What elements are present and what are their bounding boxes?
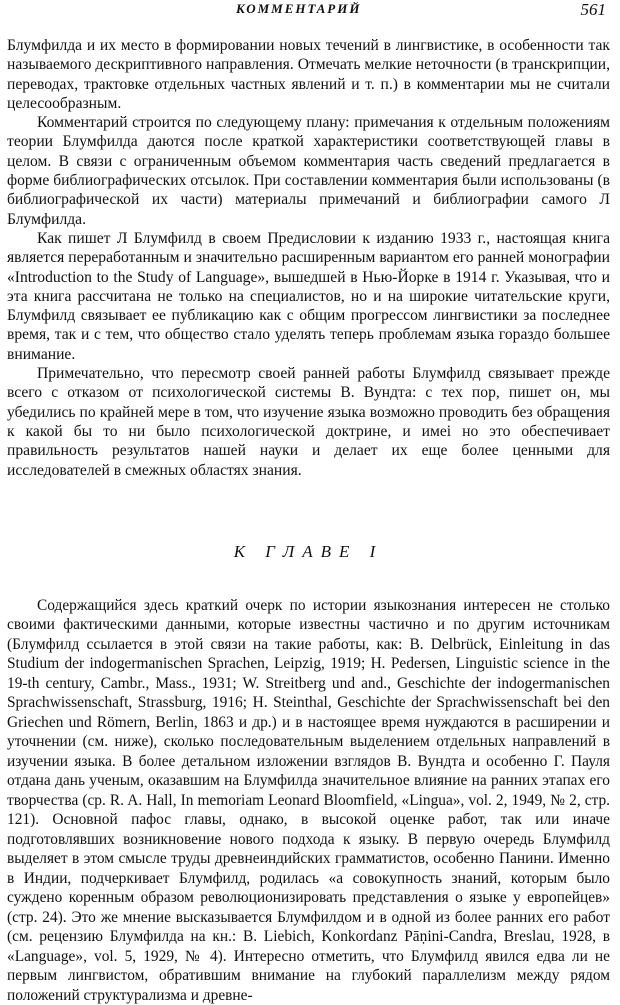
page-number: 561 bbox=[580, 0, 606, 19]
chapter-paragraph: Содержащийся здесь краткий очерк по истории языкознания интересен не столько своими фактическими данными, которые известны частично и по другим источникам (Блумфилд ссылается в этой связи на такие работы, как: B. Delbrück, Einleitung in das Studium der indogermanischen Sprachen, Leipzig, 1919; H. Pedersen, Linguistic science in the 19-th century, Cambr., Mass., 1931; W. Streitberg und and., Geschichte der indogermanischen Sprachwissenschaft, Strassburg, 1916; H. Steinthal, Geschichte der Sprachwissenschaft bei den Griechen und Römern, Berlin, 1863 и др.) и в настоящее время нуждаются в расширении и уточнении (см. ниже), сколько последовательным выделением отдельных направлений в изучении языка. В более детальном изложении взглядов В. Вундта и особенно Г. Пауля отдана дань ученым, оказавшим на Блумфилда значительное влияние на ранних этапах его творчества (ср. R. A. Hall, In memoriam Leonard Bloomfield, «Lingua», vol. 2, 1949, № 2, стр. 121). Основной пафос главы, однако, в высокой оценке работ, так или иначе подготовлявших возникновение нового подхода к языку. В первую очередь Блумфилд выделяет в этом смысле труды древнеиндийских грамматистов, особенно Панини. Именно в Индии, подчеркивает Блумфилд, родилась «а совокупность знаний, которым было суждено коренным образом революционизировать представления о языке у европейцев» (стр. 24). Это же мнение высказывается Блумфилдом и в одной из более ранних его работ (см. рецензию Блумфилда на кн.: B. Liebich, Konkordanz Pāṇini-Candra, Breslau, 1928, в «Language», vol. 5, 1929, № 4). Интересно отметить, что Блумфилд явился едва ли не первым лингвистом, обратившим внимание на глубокий параллелизм между рядом положений структурализма и древне- bbox=[7, 596, 610, 1004]
chapter-body bbox=[7, 596, 610, 1005]
paragraph-plan: Комментарий строится по следующему плану: примечания к отдельным положениям теории Блумфилда даются после краткой характеристики соответствующей главы в целом. В связи с ограниченным объемом комментария часть сведений предлагается в форме библиографических отсылок. При составлении комментария были использованы (в библиографической их части) материалы примечаний и библиографии самого Л Блумфилда. bbox=[7, 114, 610, 228]
page-body bbox=[7, 36, 610, 1005]
running-title: КОММЕНТАРИЙ bbox=[236, 1, 362, 16]
paragraph-continuation: Блумфилда и их место в формировании новых течений в лингвистике, в особенности так называемого дескриптивного направления. Отмечать мелкие неточности (в транскрипции, переводах, трактовке отдельных частных явлений и т. п.) в комментарии мы не считали целесообразным. bbox=[7, 37, 610, 112]
chapter-heading: К ГЛАВЕ I bbox=[233, 541, 384, 561]
paragraph-wundt: Примечательно, что пересмотр своей ранней работы Блумфилд связывает прежде всего с отказом от психологической системы В. Вундта: с тех пор, пишет он, мы убедились по крайней мере в том, что изучение языка возможно проводить без обращения к какой бы то ни было психологической доктрине, и имеі но это обеспечивает правильность результатов нашей науки и делает их еще более ценными для исследователей в смежных областях знания. bbox=[7, 365, 610, 479]
running-head bbox=[0, 0, 620, 26]
paragraph-preface: Как пишет Л Блумфилд в своем Предисловии к изданию 1933 г., настоящая книга является переработанным и значительно расширенным вариантом его ранней монографии «Introduction to the Study of Language», вышедшей в Нью-Йорке в 1914 г. Указывая, что и эта книга рассчитана не только на специалистов, но и на широкие читательские круги, Блумфилд связывает ее публикацию как с общим прогрессом лингвистики за последнее время, так и с тем, что общество стало уделять теперь проблемам языка гораздо большее внимание. bbox=[7, 229, 610, 363]
